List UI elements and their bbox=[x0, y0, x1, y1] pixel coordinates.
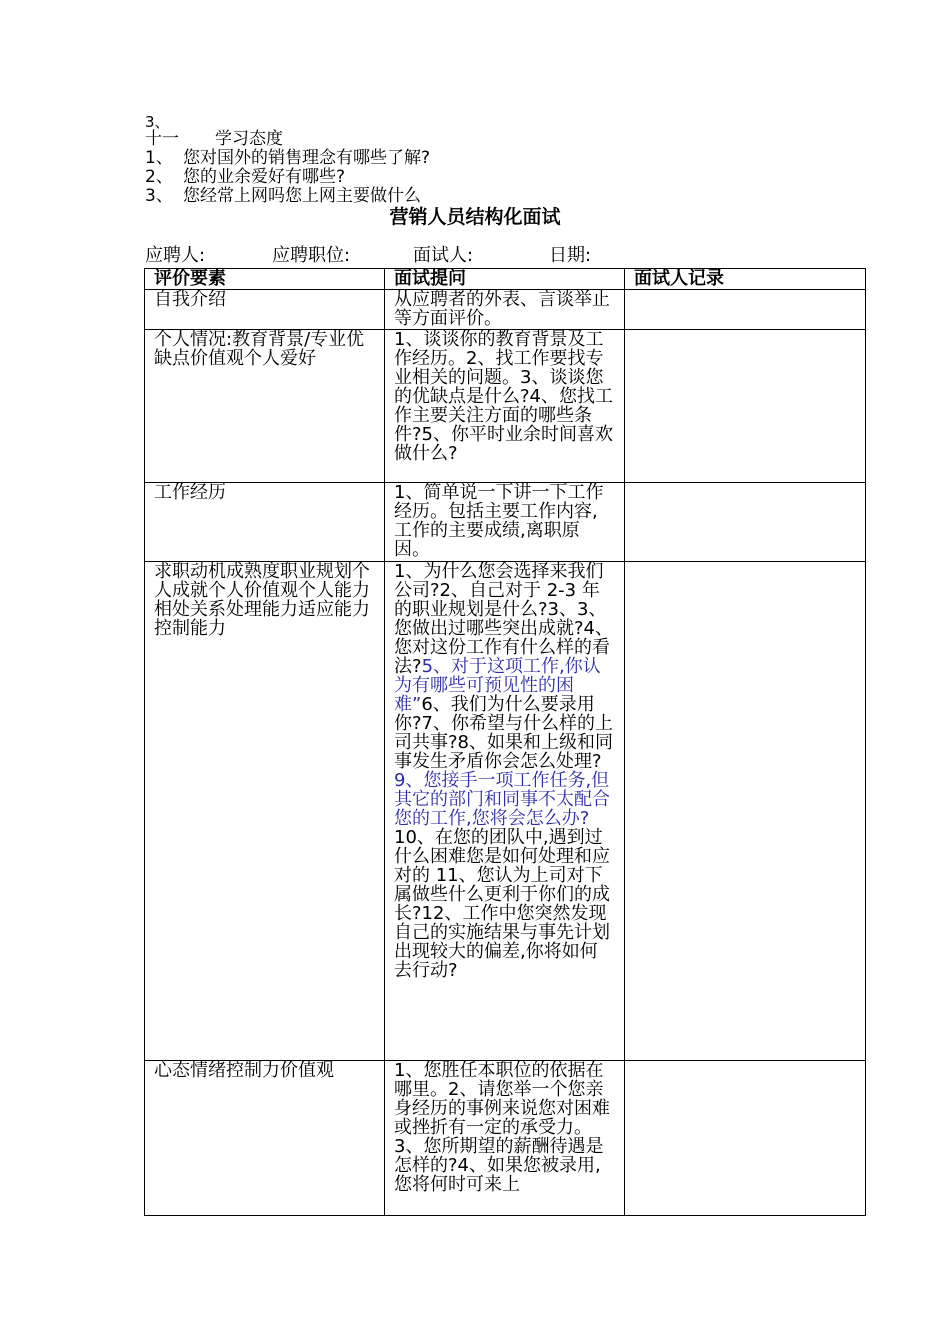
question-text-part: 10、在您的团队中,遇到过什么困难您是如何处理和应对的 11、您认为上司对下属做些什么更利于你们的成长?12、工作中您突然发现自己的实施结果与事先计划出现较大的偏差,你将如何去行动? bbox=[394, 827, 610, 981]
question-text-part: 6、我们为什么要录用你?7、你希望与什么样的上司共事?8、如果和上级和同事发生矛盾你会怎么处理? bbox=[394, 694, 614, 772]
header-evaluation-element: 评价要素 bbox=[145, 269, 385, 290]
interview-question-cell: 1、您胜任本职位的依据在哪里。2、请您举一个您亲身经历的事例来说您对困难或挫折有一定的承受力。3、您所期望的薪酬待遇是怎样的?4、如果您被录用,您将何时可来上 bbox=[385, 1061, 625, 1216]
question-item bbox=[145, 168, 645, 187]
highlighted-question: 9、您接手一项工作任务,但其它的部门和同事不太配合您的工作,您将会怎么办? bbox=[394, 770, 610, 829]
evaluation-element-cell: 工作经历 bbox=[145, 483, 385, 562]
table-row bbox=[145, 483, 866, 562]
question-text: 您对国外的销售理念有哪些了解? bbox=[183, 148, 431, 168]
evaluation-element-cell: 个人情况:教育背景/专业优缺点价值观个人爱好 bbox=[145, 330, 385, 483]
interview-question-cell: 1、谈谈你的教育背景及工作经历。2、找工作要找专业相关的问题。3、谈谈您的优缺点是什么?4、您找工作主要关注方面的哪些条件?5、你平时业余时间喜欢做什么? bbox=[385, 330, 625, 483]
section-title: 学习态度 bbox=[215, 129, 283, 149]
interviewer-record-cell[interactable] bbox=[625, 290, 866, 330]
header-interview-question: 面试提问 bbox=[385, 269, 625, 290]
top-line: 3、 bbox=[145, 113, 170, 131]
header-interviewer-record: 面试人记录 bbox=[625, 269, 866, 290]
interviewer-record-cell[interactable] bbox=[625, 483, 866, 562]
applicant-label: 应聘人: bbox=[145, 245, 206, 266]
question-text: 您的业余爱好有哪些? bbox=[183, 167, 346, 187]
question-text-part: 1、为什么您会选择来我们公司?2、自己对于 2-3 年的职业规划是什么?3、3、您做出过哪些突出成就?4、您对这份工作有什么样的看法? bbox=[394, 561, 614, 677]
interview-question-cell: 1、简单说一下讲一下工作经历。包括主要工作内容,工作的主要成绩,离职原因。 bbox=[385, 483, 625, 562]
section-heading bbox=[145, 130, 645, 149]
evaluation-element-cell: 求职动机成熟度职业规划个人成就个人价值观个人能力相处关系处理能力适应能力控制能力 bbox=[145, 562, 385, 1061]
interview-question-cell bbox=[385, 562, 625, 1061]
highlighted-question: 5、对于这项工作,你认为有哪些可预见性的困难” bbox=[394, 656, 601, 715]
table-row bbox=[145, 1061, 866, 1216]
evaluation-element-cell: 心态情绪控制力价值观 bbox=[145, 1061, 385, 1216]
interviewer-record-cell[interactable] bbox=[625, 1061, 866, 1216]
question-number: 2、 bbox=[145, 167, 173, 187]
top-section bbox=[145, 114, 645, 206]
interview-table bbox=[144, 268, 866, 1216]
date-label: 日期: bbox=[549, 245, 592, 266]
interviewer-label: 面试人: bbox=[413, 245, 474, 266]
question-item bbox=[145, 187, 645, 206]
evaluation-element-cell: 自我介绍 bbox=[145, 290, 385, 330]
interviewer-record-cell[interactable] bbox=[625, 562, 866, 1061]
document-title: 营销人员结构化面试 bbox=[389, 206, 561, 228]
table-row bbox=[145, 330, 866, 483]
table-header-row bbox=[145, 269, 866, 290]
question-item bbox=[145, 149, 645, 168]
interview-question-cell: 从应聘者的外表、言谈举止等方面评价。 bbox=[385, 290, 625, 330]
section-number: 十一 bbox=[145, 129, 179, 149]
question-text: 您经常上网吗您上网主要做什么 bbox=[183, 186, 421, 206]
interviewer-record-cell[interactable] bbox=[625, 330, 866, 483]
table-row bbox=[145, 290, 866, 330]
question-number: 1、 bbox=[145, 148, 173, 168]
question-number: 3、 bbox=[145, 186, 173, 206]
table-row bbox=[145, 562, 866, 1061]
position-label: 应聘职位: bbox=[272, 245, 351, 266]
